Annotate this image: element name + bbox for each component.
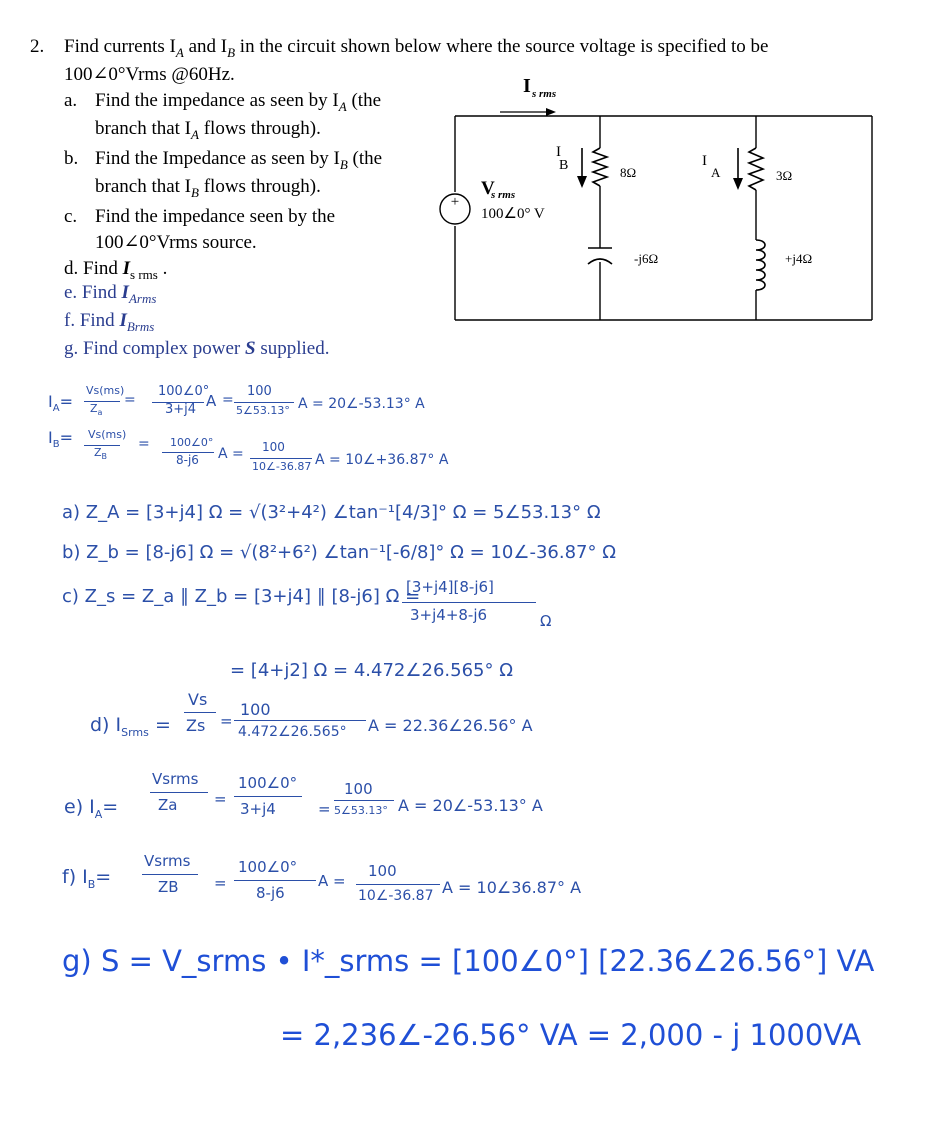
hw-g-line2: = 2,236∠-26.56° VA = 2,000 - j 1000VA — [280, 1018, 862, 1052]
inductor — [756, 240, 765, 290]
hw-d-num2: 100 — [240, 700, 271, 719]
hw-ib-unit: A = — [218, 446, 244, 462]
part-a-line2: branch that $I_A$ flows through). — [95, 118, 321, 142]
hw-f-num3: 100 — [368, 862, 397, 880]
hw-e-den2: 3+j4 — [240, 800, 276, 818]
part-b-label: b. — [64, 148, 79, 169]
ib-label: I — [556, 144, 561, 160]
vs-label: V — [481, 178, 495, 199]
hw-ia-eq2: = — [222, 392, 234, 408]
circuit-diagram — [0, 0, 939, 340]
hw-ia-num1: Vs(ms) — [86, 384, 125, 397]
hw-f-bar3 — [356, 884, 440, 885]
hw-ib-num3: 100 — [262, 440, 285, 454]
hw-e-eq2: = — [318, 800, 331, 818]
hw-f-label: f) $I_B=$ — [62, 866, 112, 891]
hw-ib-den2: 8-j6 — [176, 453, 199, 467]
part-a-line1: Find the impedance as seen by $I_A$ (the — [95, 90, 382, 114]
hw-g-line1: g) S = V_srms • I*_srms = [100∠0°] [22.36∠26.56°] VA — [62, 944, 875, 978]
vs-sub: s rms — [491, 189, 516, 201]
hw-line-a: a) Z_A = [3+j4] Ω = √(3²+4²) ∠tan⁻¹[4/3]° Ω = 5∠53.13° Ω — [62, 502, 601, 523]
hw-c-num: [3+j4][8-j6] — [406, 578, 494, 596]
hw-d-label: d) $I_{Srms}$ = — [90, 714, 171, 739]
hw-c-bar — [402, 602, 536, 603]
hw-e-num3: 100 — [344, 780, 373, 798]
r-a-label: 3Ω — [776, 168, 793, 183]
c-b-label: -j6Ω — [634, 251, 659, 266]
is-label: I — [523, 75, 531, 97]
hw-c-result: = [4+j2] Ω = 4.472∠26.565° Ω — [230, 660, 513, 681]
hw-e-num1: Vsrms — [152, 770, 199, 788]
resistor-3 — [749, 148, 763, 190]
hw-ib-bar3 — [250, 458, 312, 459]
vs-value: 100∠0° V — [481, 206, 545, 222]
hw-d-num1: Vs — [188, 690, 208, 709]
hw-d-result: A = 22.36∠26.56° A — [368, 716, 533, 735]
hw-ia-eq1: = — [124, 392, 136, 408]
part-c-label: c. — [64, 206, 78, 227]
hw-c-unit: Ω — [540, 612, 552, 630]
hw-ib-num2: 100∠0° — [170, 436, 214, 449]
hw-d-bar2 — [234, 720, 366, 721]
hw-e-result: A = 20∠-53.13° A — [398, 796, 543, 815]
ia-label: I — [702, 153, 707, 169]
hw-f-num2: 100∠0° — [238, 858, 298, 876]
part-b-line2: branch that $I_B$ flows through). — [95, 176, 321, 200]
ib-arrow-head — [577, 176, 587, 188]
hw-e-eq1: = — [214, 790, 227, 808]
intro-line-2: 100∠0°Vrms @60Hz. — [64, 64, 235, 85]
part-a-label: a. — [64, 90, 78, 111]
hw-ib-lhs: $I_B=$ — [48, 428, 73, 451]
hw-ib-den1: $Z_B$ — [94, 446, 108, 462]
resistor-8 — [593, 148, 607, 186]
part-e: e. Find $I_{Arms}$ — [64, 282, 157, 306]
hw-ib-result: A = 10∠+36.87° A — [315, 452, 449, 468]
hw-ia-num3: 100 — [247, 384, 272, 399]
hw-ib-num1: Vs(ms) — [88, 428, 127, 441]
hw-line-b: b) Z_b = [8-j6] Ω = √(8²+6²) ∠tan⁻¹[-6/8]° Ω = 10∠-36.87° Ω — [62, 542, 616, 563]
is-sub: s rms — [532, 88, 557, 100]
source-plus: + — [450, 194, 460, 210]
intro-line-1: Find currents $I_A$ and $I_B$ in the circuit shown below where the source voltage is specified to be — [64, 36, 769, 60]
hw-ib-eq1: = — [138, 436, 150, 452]
hw-e-den3: 5∠53.13° — [334, 804, 388, 817]
part-c-line2: 100∠0°Vrms source. — [95, 232, 257, 253]
part-c-line1: Find the impedance seen by the — [95, 206, 336, 227]
hw-e-bar1 — [150, 792, 208, 793]
ia-sub: A — [711, 165, 721, 180]
hw-d-den1: Zs — [186, 716, 206, 735]
hw-d-eq: = — [220, 712, 233, 730]
hw-ia-den3: 5∠53.13° — [236, 404, 290, 417]
part-g: g. Find complex power S supplied. — [64, 338, 330, 359]
hw-f-den1: ZB — [158, 878, 179, 896]
l-a-label: +j4Ω — [785, 251, 813, 266]
hw-f-den3: 10∠-36.87 — [358, 888, 434, 904]
hw-e-bar2 — [234, 796, 302, 797]
hw-ia-num2: 100∠0° — [158, 384, 210, 399]
hw-e-bar3 — [334, 800, 394, 801]
hw-f-bar1 — [142, 874, 198, 875]
hw-e-den1: Za — [158, 796, 178, 814]
hw-ib-den3: 10∠-36.87 — [252, 460, 312, 473]
hw-line-c: c) Z_s = Z_a ∥ Z_b = [3+j4] ∥ [8-j6] Ω = — [62, 586, 421, 607]
hw-ia-unit: A — [206, 392, 217, 410]
hw-d-den2: 4.472∠26.565° — [238, 724, 347, 740]
part-f: f. Find $I_{Brms}$ — [64, 310, 155, 334]
part-b-line1: Find the Impedance as seen by $I_B$ (the — [95, 148, 383, 172]
hw-f-bar2 — [234, 880, 316, 881]
is-arrow-head — [546, 108, 556, 116]
ia-arrow-head — [733, 178, 743, 190]
hw-e-label: e) $I_A=$ — [64, 796, 119, 821]
problem-number: 2. — [30, 36, 45, 57]
hw-f-eq: = — [214, 874, 227, 892]
hw-f-result: A = 10∠36.87° A — [442, 878, 582, 897]
hw-f-num1: Vsrms — [144, 852, 191, 870]
hw-c-den: 3+j4+8-j6 — [410, 606, 488, 624]
hw-f-unit: A = — [318, 872, 346, 890]
hw-d-bar1 — [184, 712, 216, 713]
hw-ia-result: A = 20∠-53.13° A — [298, 396, 425, 412]
hw-e-num2: 100∠0° — [238, 774, 298, 792]
hw-ia-den2: 3+j4 — [165, 402, 197, 417]
hw-ia-bar3 — [234, 402, 294, 403]
hw-ia-lhs: $I_A=$ — [48, 392, 73, 415]
hw-ia-den1: $Z_a$ — [90, 402, 103, 418]
r-b-label: 8Ω — [620, 165, 637, 180]
hw-f-den2: 8-j6 — [256, 884, 285, 902]
part-d: d. Find $I_{s rms}$ . — [64, 258, 168, 282]
ib-sub: B — [559, 158, 569, 173]
